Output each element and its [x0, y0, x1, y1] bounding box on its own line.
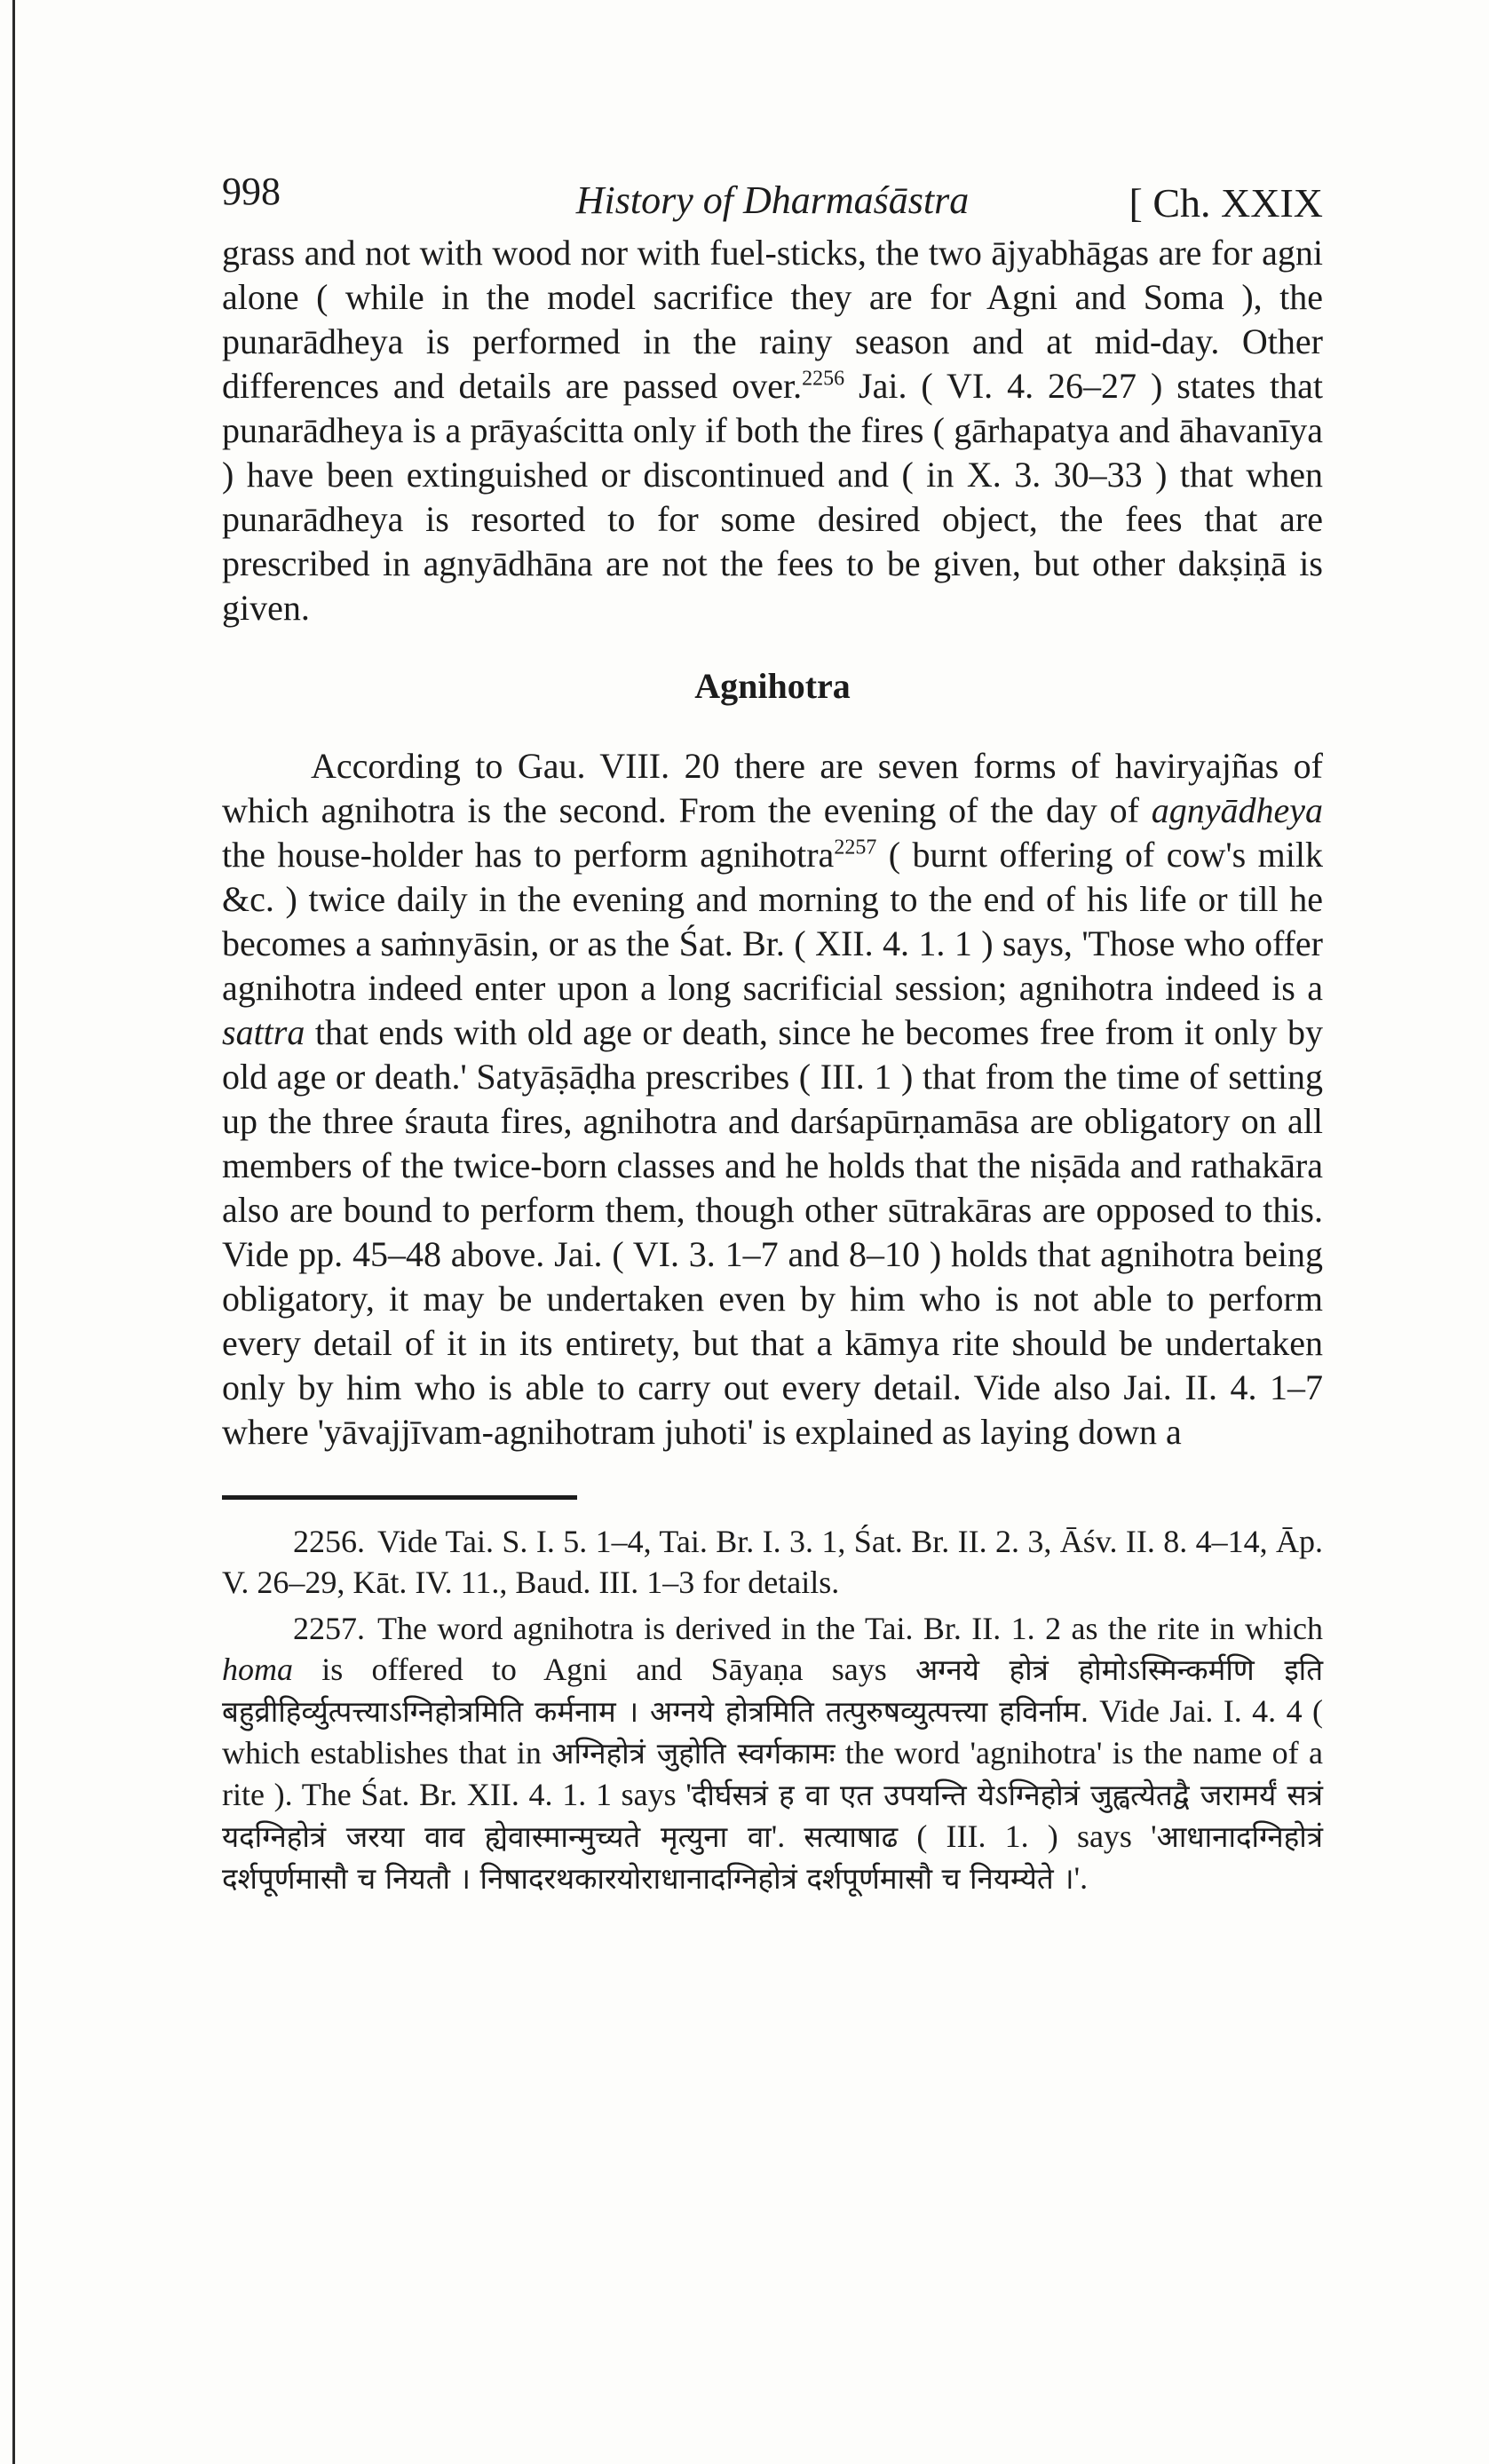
italic-term: agnyādheya — [1151, 790, 1323, 830]
paragraph-text: According to Gau. VIII. 20 there are seven forms of haviryajñas of which agnihotra is the second. From the evening of the day of — [222, 746, 1323, 830]
footnote-divider — [222, 1495, 577, 1500]
paragraph-text: the house-holder has to perform agnihotra — [222, 835, 835, 875]
paragraph-agnihotra — [222, 744, 1323, 1454]
footnote-number: 2257. — [293, 1611, 365, 1646]
footnote-text: Vide Jai. I. 4. 4 ( which establishes that in — [222, 1693, 1323, 1771]
footnote-number: 2256. — [293, 1524, 365, 1559]
sanskrit-quote: अग्निहोत्रं जुहोति स्वर्गकामः — [551, 1736, 836, 1771]
footnote-2257 — [222, 1608, 1323, 1899]
footnotes — [222, 1521, 1323, 1899]
footnote-text: '. — [1073, 1860, 1089, 1896]
footnote-ref-2256[interactable]: 2256 — [802, 367, 845, 391]
footnote-ref-2257[interactable]: 2257 — [834, 836, 877, 860]
sanskrit-quote: दीर्घसत्रं ह वा एत उपयन्ति येऽग्निहोत्रं जुह्वत्येतद्वै जरामर्यं सत्रं यदग्निहोत्रं जरया वाव ह्येवास्मान्मुच्यते मृत्युना वा — [222, 1778, 1323, 1854]
italic-term: homa — [222, 1652, 293, 1687]
main-text — [222, 231, 1323, 1454]
paragraph-punaradheya — [222, 231, 1323, 630]
footnote-text: the word 'agnihotra' is the name of a rite ). The Śat. Br. XII. 4. 1. 1 says ' — [222, 1735, 1323, 1812]
book-page — [222, 160, 1323, 1905]
paragraph-text: grass and not with wood nor with fuel-sticks, the two ājyabhāgas are for agni alone ( while in the model sacrifice they are for Agni and Soma ), the punarādheya is performed in the rainy season and at mid-day. Other differences and details are passed over. — [222, 233, 1323, 406]
scan-edge-line — [12, 0, 15, 2464]
paragraph-text: ( burnt offering of cow's milk &c. ) twice daily in the evening and morning to the end of his life or till he becomes a saṁnyāsin, or as the Śat. Br. ( XII. 4. 1. 1 ) says, 'Those who offer agnihotra indeed enter upon a long sacrificial session; agnihotra indeed is a — [222, 835, 1323, 1008]
chapter-label: [ Ch. XXIX — [1129, 180, 1323, 226]
footnote-text: ( III. 1. ) says ' — [898, 1818, 1157, 1854]
italic-term: sattra — [222, 1012, 305, 1052]
page-number: 998 — [222, 170, 281, 213]
sanskrit-quote: आधानादग्निहोत्रं दर्शपूर्णमासौ च नियतौ । निषादरथकारयोराधानादग्निहोत्रं दर्शपूर्णमासौ च नियम्येते । — [222, 1819, 1323, 1896]
sanskrit-quote: अग्नये होत्रं होमोऽस्मिन्कर्मणि इति बहुव्रीहिर्व्युत्पत्त्याऽग्निहोत्रमिति कर्मनाम । अग्नये होत्रमिति तत्पुरुषव्युत्पत्त्या हविर्नाम. — [222, 1652, 1324, 1729]
footnote-text: '. — [771, 1818, 804, 1854]
paragraph-text: that ends with old age or death, since he becomes free from it only by old age or death.' Satyāṣāḍha prescribes ( III. 1 ) that from the time of setting up the three śrauta fires, agnihotra and darśapūrṇamāsa are obligatory on all members of the twice-born classes and he holds that the niṣāda and rathakāra also are bound to perform them, though other sūtrakāras are opposed to this. Vide pp. 45–48 above. Jai. ( VI. 3. 1–7 and 8–10 ) holds that agnihotra being obligatory, it may be undertaken even by him who is not able to perform every detail of it in its entirety, but that a kāmya rite should be undertaken only by him who is able to carry out every detail. Vide also Jai. II. 4. 1–7 where 'yāvajjīvam-agnihotram juhoti' is explained as laying down a — [222, 1012, 1323, 1452]
footnote-text: Vide Tai. S. I. 5. 1–4, Tai. Br. I. 3. 1, Śat. Br. II. 2. 3, Āśv. II. 8. 4–14, Āp. V. 26–29, Kāt. IV. 11., Baud. III. 1–3 for details. — [222, 1524, 1323, 1600]
footnote-text: The word agnihotra is derived in the Tai. Br. II. 1. 2 as the rite in which — [377, 1611, 1323, 1646]
footnote-2256 — [222, 1521, 1323, 1603]
running-head — [222, 160, 1323, 231]
paragraph-text: Jai. ( VI. 4. 26–27 ) states that punarādheya is a prāyaścitta only if both the fires ( gārhapatya and āhavanīya ) have been extinguished or discontinued and ( in X. 3. 30–33 ) that when punarādheya is resorted to for some desired object, the fees that are prescribed in agnyādhāna are not the fees to be given, but other dakṣiṇā is given. — [222, 366, 1324, 628]
footnote-text: is offered to Agni and Sāyaṇa says — [293, 1652, 915, 1687]
running-title: History of Dharmaśāstra — [575, 178, 970, 222]
section-heading: Agnihotra — [694, 666, 851, 706]
sanskrit-quote: सत्याषाढ — [804, 1819, 899, 1854]
